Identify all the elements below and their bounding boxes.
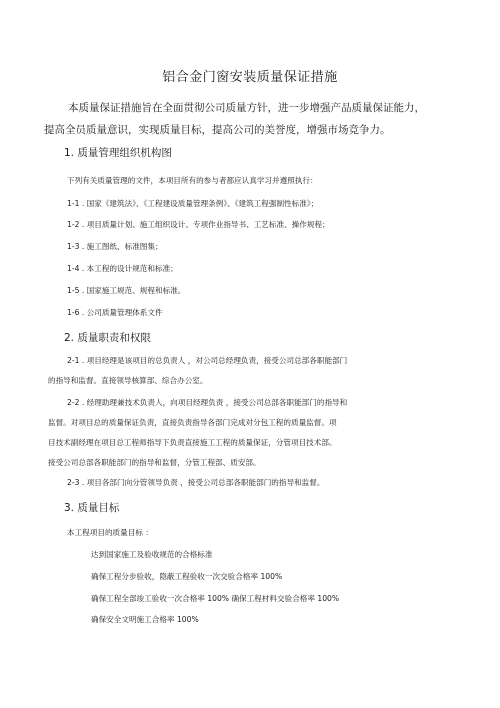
section-2-para-2-line-3: 目技术副经理在项目总工程师指导下负责直接施工工程的质量保证，分管项目技术部。 xyxy=(48,438,337,447)
section-1-heading: 1. 质量管理组织机构图 xyxy=(64,147,172,159)
intro-line-2: 提高全员质量意识，实现质量目标，提高公司的美誉度，增强市场竞争力。 xyxy=(44,124,391,136)
section-3-heading: 3. 质量目标 xyxy=(64,502,120,514)
quality-goal-1: 达到国家施工及验收规范的合格标准 xyxy=(91,550,213,559)
quality-goal-2: 确保工程分步验收，隐蔽工程验收一次交验合格率 100% xyxy=(91,572,283,581)
quality-goal-3: 确保工程全部竣工验收一次合格率 100% 确保工程材料交验合格率 100% xyxy=(91,594,340,603)
quality-goal-4: 确保安全文明施工合格率 100% xyxy=(91,615,199,624)
section-2-para-1-line-2: 的指导和监督。直接领导核算部、综合办公室。 xyxy=(48,376,208,385)
section-1-item-6: 1-6 . 公司质量管理体系文件 xyxy=(67,308,163,317)
document-title: 铝合金门窗安装质量保证措施 xyxy=(162,70,338,85)
section-2-para-2-line-2: 监督。对项目总的质量保证负责，直接负责指导各部门完成对分包工程的质量监督。项 xyxy=(48,418,337,427)
section-2-para-2-line-1: 2-2 . 经理助理兼技术负责人，向项目经理负责 ，接受公司总部各职能部门的指导和 xyxy=(67,398,348,407)
section-1-item-4: 1-4 . 本工程的设计规范和标准； xyxy=(67,264,178,273)
section-1-item-3: 1-3 . 施工图纸、标准图集； xyxy=(67,242,163,251)
section-1-item-2: 1-2 . 项目质量计划、施工组织设计、专项作业指导书、工艺标准、操作规程； xyxy=(67,220,330,229)
section-1-item-5: 1-5 . 国家施工规范、规程和标准。 xyxy=(67,286,186,295)
section-2-para-1-line-1: 2-1 . 项目经理是该项目的总负责人 ，对公司总经理负责，接受公司总部各职能部门 xyxy=(67,356,348,365)
intro-line-1: 本质量保证措施旨在全面贯彻公司质量方针，进一步增强产品质量保证能力， xyxy=(68,102,425,114)
section-2-para-2-line-4: 接受公司总部各职能部门的指导和监督，分管工程部、质安部。 xyxy=(48,458,261,467)
section-1-item-1: 1-1 . 国家《建筑法》、《工程建设质量管理条例》、《建筑工程强制性标准》； xyxy=(67,199,319,208)
section-3-lead: 本工程项目的质量目标 ： xyxy=(67,528,153,537)
section-2-heading: 2. 质量职责和权限 xyxy=(64,332,151,344)
section-2-para-3-line-1: 2-3 . 项目各部门向分管领导负责 ，接受公司总部各职能部门的指导和监督。 xyxy=(67,478,325,487)
section-1-lead: 下列有关质量管理的文件，本项目所有的参与者都应认真学习并遵照执行： xyxy=(67,176,318,185)
